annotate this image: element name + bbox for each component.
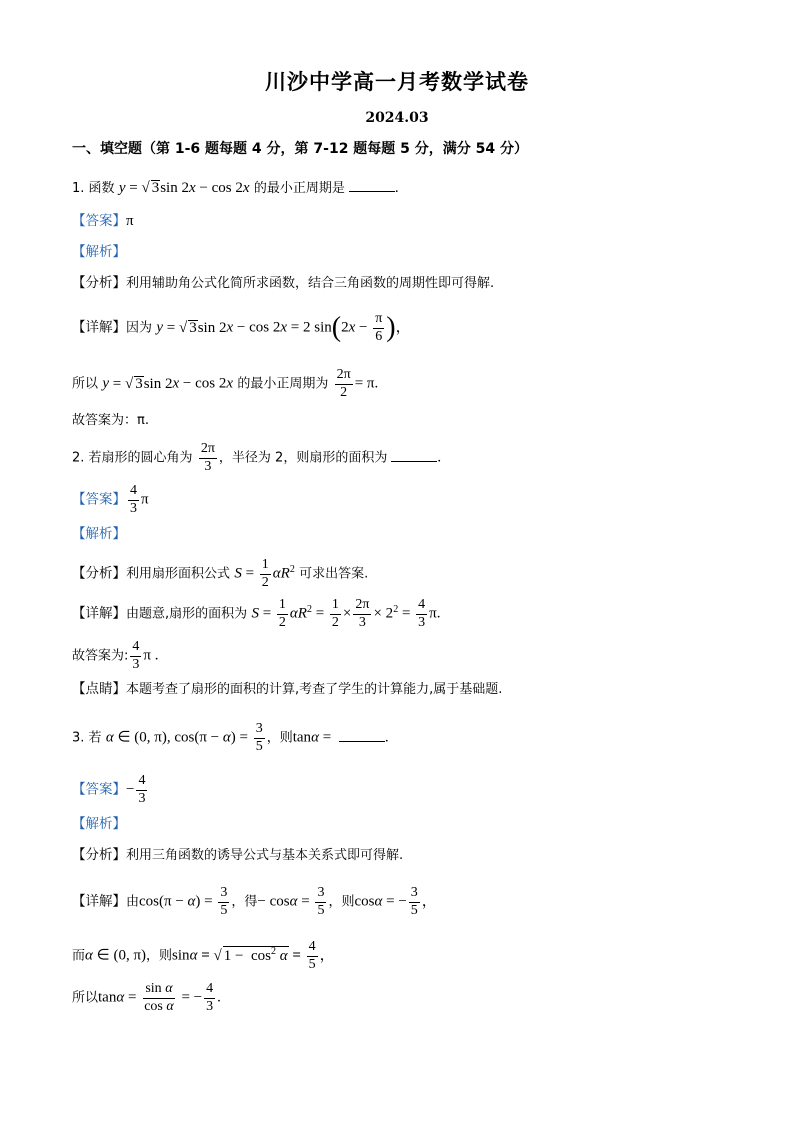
q2-final-prefix: 故答案为: [72, 648, 129, 664]
q1-detail-line: 【详解】因为 y = √ 3sin 2x − cos 2x = 2 sin(2x − $\frac{\pi}{6}$ )， [72, 311, 411, 344]
q3-detail-prefix: 由 [126, 894, 140, 910]
q1-detail-prefix: 因为 [126, 320, 153, 336]
q1-final: 故答案为：π. [72, 413, 149, 428]
q2-fenxi-line: 【分析】利用扇形面积公式 S = $\frac{1}{2}$ $\alpha R^2$ 可求出答案. [72, 557, 369, 590]
q1-answer: π [126, 213, 134, 229]
q1-final-line [72, 414, 149, 428]
q1-prefix: 1. 函数 [72, 181, 115, 196]
q1-so-mid: 的最小正周期为 [237, 376, 329, 392]
q3-answer-tag: 【答案】 [72, 781, 126, 798]
q1-stem: 1. 函数 y = √ 3sin 2x − cos 2x 的最小正周期是 . [72, 180, 399, 196]
q2-stem: 2. 若扇形的圆心角为 $\frac{2\pi}{3}$ ，半径为 2，则扇形的面积为 . [72, 441, 442, 474]
q3-line3-prefix: 所以 [72, 990, 99, 1006]
q3-line3: 所以tanα = $\frac{\text{sin α}}{\text{cos α}}$ = − $\frac{4}{3}$ . [72, 981, 221, 1014]
q3-detail-mid1: ，得 [231, 894, 258, 910]
q3-fenxi-tag: 【分析】 [72, 847, 126, 863]
q3-detail-mid2: ，则 [328, 894, 355, 910]
q2-prefix: 2. 若扇形的圆心角为 [72, 450, 193, 466]
q1-suffix: 的最小正周期是 [253, 181, 345, 196]
q1-answer-line [72, 214, 134, 229]
q3-stem: 3. 若 α ∈ (0, π), cos(π − α) = $\frac{3}{5}$ ，则tanα = . [72, 721, 389, 754]
q1-fenxi-text: 利用辅助角公式化简所求函数，结合三角函数的周期性即可得解. [126, 276, 495, 291]
exam-date: 2024.03 [365, 110, 429, 126]
q1-answer-tag: 【答案】 [72, 213, 126, 229]
exam-title: 川沙中学高一月考数学试卷 [265, 70, 529, 94]
q2-detail-line: 【详解】由题意,扇形的面积为 S = $\frac{1}{2}$ $\alpha R^2$ = $\frac{1}{2}$ × $\frac{2\pi}{3}$ × $2^2$ = $\frac{4}{3}$ π. [72, 597, 441, 630]
q2-detail-prefix: 由题意,扇形的面积为 [126, 606, 248, 622]
q3-analysis-line [72, 818, 126, 832]
q3-line2-mid: ，则 [146, 948, 173, 964]
q1-analysis-tag: 【解析】 [72, 244, 126, 260]
q2-answer-blank [391, 460, 437, 462]
q3-fenxi-text: 利用三角函数的诱导公式与基本关系式即可得解. [126, 848, 404, 863]
q3-analysis-tag: 【解析】 [72, 816, 126, 832]
q1-so-prefix: 所以 [72, 376, 99, 392]
q2-comment-line [72, 683, 502, 697]
q2-mid: ，半径为 2，则扇形的面积为 [218, 450, 388, 466]
q1-analysis-line [72, 246, 126, 260]
q3-fenxi-line [72, 849, 403, 863]
q1-fenxi-tag: 【分析】 [72, 275, 126, 291]
q2-analysis-tag: 【解析】 [72, 526, 126, 542]
q3-mid: ，则 [266, 730, 293, 746]
q1-so-line: 所以 y = √ 3sin 2x − cos 2x 的最小正周期为 $\frac{2\pi}{2}$ = π. [72, 367, 379, 400]
q2-comment-text: 本题考查了扇形的面积的计算,考查了学生的计算能力,属于基础题. [126, 682, 503, 697]
q2-answer-tag: 【答案】 [72, 491, 126, 508]
q3-detail-tag: 【详解】 [72, 893, 126, 910]
q3-answer-blank [339, 740, 385, 742]
q2-answer-line: 【答案】 $\frac{4}{3}$ π [72, 483, 149, 516]
q2-fenxi-suffix: 可求出答案. [299, 566, 369, 582]
q2-fenxi-prefix: 利用扇形面积公式 [126, 566, 231, 582]
q1-answer-blank [349, 190, 395, 192]
q2-comment-tag: 【点睛】 [72, 681, 126, 697]
q2-detail-tag: 【详解】 [72, 605, 126, 622]
q3-prefix: 3. 若 [72, 730, 102, 746]
q1-fenxi-line [72, 277, 494, 291]
q3-line2: 而α ∈ (0, π)，则sinα = √ $1 - \cos^2 \alpha$ = $\frac{4}{5}$ ， [72, 939, 335, 972]
q2-fenxi-tag: 【分析】 [72, 565, 126, 582]
q3-line2-prefix: 而 [72, 948, 86, 964]
q2-final-line: 故答案为: $\frac{4}{3}$ π . [72, 639, 159, 672]
q2-analysis-line [72, 528, 126, 542]
q3-detail-line: 【详解】由cos(π − α) = $\frac{3}{5}$ ，得− cosα = $\frac{3}{5}$ ，则cosα = − $\frac{3}{5}$ ， [72, 885, 437, 918]
q1-detail-tag: 【详解】 [72, 319, 126, 336]
section-heading: 一、填空题（第 1-6 题每题 4 分，第 7-12 题每题 5 分，满分 54 分） [72, 141, 529, 157]
q3-answer-line: 【答案】− $\frac{4}{3}$ [72, 773, 146, 806]
